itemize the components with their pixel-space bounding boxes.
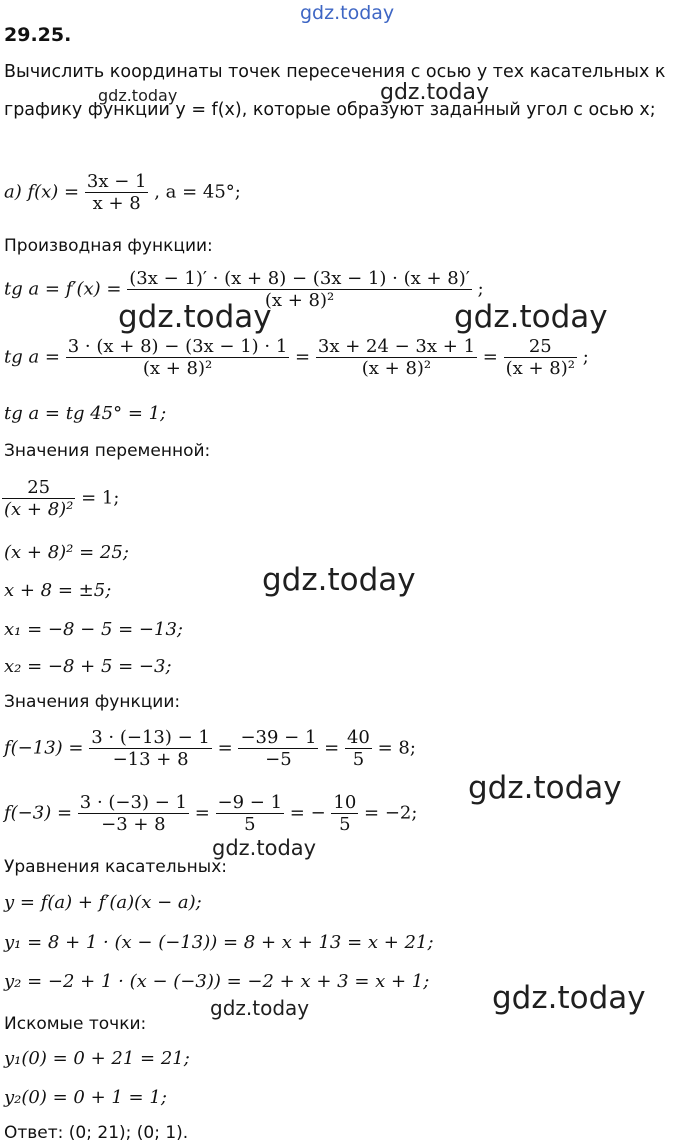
part-a-prefix: а) f(x) =: [4, 181, 80, 203]
equals-sign: =: [324, 737, 340, 759]
equals-sign: =: [217, 737, 233, 759]
fraction-numerator: −39 − 1: [240, 727, 317, 748]
watermark: gdz.today: [300, 2, 395, 24]
points-heading: Искомые точки:: [4, 1014, 147, 1034]
root-x2: x₂ = −8 + 5 = −3;: [4, 656, 172, 677]
part-a-angle: , a = 45°;: [154, 181, 241, 203]
watermark: gdz.today: [380, 80, 490, 105]
tg-fraction: [127, 268, 472, 311]
watermark: gdz.today: [454, 299, 608, 335]
tg-value-line: tg a = tg 45° = 1;: [4, 403, 167, 424]
equation-2: (x + 8)² = 25;: [4, 542, 129, 563]
f3-fraction-1: [78, 792, 189, 835]
equals-sign: =: [482, 346, 498, 368]
equals-minus-sign: = −: [289, 802, 326, 824]
tg2-fraction-1: [66, 336, 290, 379]
watermark: gdz.today: [492, 980, 646, 1016]
tg2-end: ;: [582, 346, 589, 368]
f3-fraction-3: [331, 792, 358, 835]
f-minus-13-line: [4, 727, 416, 770]
f13-lhs: f(−13) =: [4, 737, 84, 759]
tangent-y2: y₂ = −2 + 1 · (x − (−3)) = −2 + x + 3 = x + 1;: [4, 971, 430, 992]
fraction-denominator: 5: [352, 749, 365, 770]
fraction-denominator: −13 + 8: [112, 749, 189, 770]
fraction-numerator: −9 − 1: [217, 792, 283, 813]
equals-sign: =: [194, 802, 210, 824]
f13-fraction-1: [89, 727, 212, 770]
fraction-numerator: 40: [346, 727, 370, 748]
fraction-denominator: −5: [265, 749, 292, 770]
tangent-general: y = f(a) + f′(a)(x − a);: [4, 892, 202, 913]
tg-lhs: tg a = f′(x) =: [4, 278, 122, 300]
variable-heading: Значения переменной:: [4, 441, 211, 461]
equation-1-fraction: [2, 477, 75, 520]
function-heading: Значения функции:: [4, 692, 181, 712]
fraction-denominator: (x + 8)²: [264, 290, 335, 311]
point-y1: y₁(0) = 0 + 21 = 21;: [4, 1048, 190, 1069]
fraction-numerator: 10: [333, 792, 357, 813]
watermark: gdz.today: [468, 770, 622, 806]
fraction-denominator: (x + 8)²: [361, 358, 432, 379]
watermark: gdz.today: [210, 996, 310, 1020]
point-y2: y₂(0) = 0 + 1 = 1;: [4, 1087, 167, 1108]
problem-number: 29.25.: [4, 24, 72, 46]
fraction-numerator: 3 · (−3) − 1: [79, 792, 187, 813]
fraction-denominator: 5: [244, 814, 256, 835]
fraction-numerator: 3x + 24 − 3x + 1: [317, 336, 476, 357]
part-a-line: [4, 171, 241, 214]
watermark: gdz.today: [262, 562, 416, 598]
fraction-numerator: 3x − 1: [86, 171, 147, 192]
fraction-numerator: 3 · (−13) − 1: [91, 727, 210, 748]
fraction-denominator: 5: [339, 814, 351, 835]
tg2-lhs: tg a =: [4, 346, 61, 368]
fraction-denominator: (x + 8)²: [505, 358, 575, 379]
f13-end: = 8;: [377, 737, 416, 759]
f3-end: = −2;: [364, 802, 418, 824]
derivative-heading: Производная функции:: [4, 236, 213, 256]
tg-derivative-line: [4, 268, 484, 311]
tg-simplified-line: [4, 336, 589, 379]
fraction-denominator: −3 + 8: [101, 814, 166, 835]
watermark: gdz.today: [118, 299, 272, 335]
fraction-numerator: 3 · (x + 8) − (3x − 1) · 1: [67, 336, 288, 357]
f13-fraction-2: [238, 727, 318, 770]
equation-1-rhs: = 1;: [81, 487, 120, 509]
statement-line-2: графику функции y = f(x), которые образуют заданный угол с осью x;: [4, 100, 656, 120]
f3-fraction-2: [216, 792, 285, 835]
tangent-heading: Уравнения касательных:: [4, 857, 227, 877]
fraction-numerator: 25: [2, 477, 75, 499]
fraction-denominator: (x + 8)²: [142, 358, 213, 379]
equals-sign: =: [295, 346, 311, 368]
tg2-fraction-2: [316, 336, 477, 379]
statement-line-1: Вычислить координаты точек пересечения с осью y тех касательных к: [4, 62, 666, 82]
equation-3: x + 8 = ±5;: [4, 580, 112, 601]
fraction-denominator: (x + 8)²: [4, 499, 74, 520]
tg2-fraction-3: [504, 336, 577, 379]
f3-lhs: f(−3) =: [4, 802, 73, 824]
f13-fraction-3: [345, 727, 372, 770]
fraction-numerator: (3x − 1)′ · (x + 8) − (3x − 1) · (x + 8)′: [129, 268, 470, 289]
part-a-fraction: [85, 171, 149, 214]
equation-1-line: [2, 477, 119, 520]
root-x1: x₁ = −8 − 5 = −13;: [4, 619, 183, 640]
tg-end: ;: [477, 278, 484, 300]
fraction-numerator: 25: [504, 336, 577, 358]
f-minus-3-line: [4, 792, 417, 835]
tangent-y1: y₁ = 8 + 1 · (x − (−13)) = 8 + x + 13 = x + 21;: [4, 932, 434, 953]
fraction-denominator: x + 8: [92, 193, 141, 214]
watermark: gdz.today: [98, 86, 178, 105]
answer: Ответ: (0; 21); (0; 1).: [4, 1123, 189, 1143]
watermark: gdz.today: [212, 836, 317, 860]
